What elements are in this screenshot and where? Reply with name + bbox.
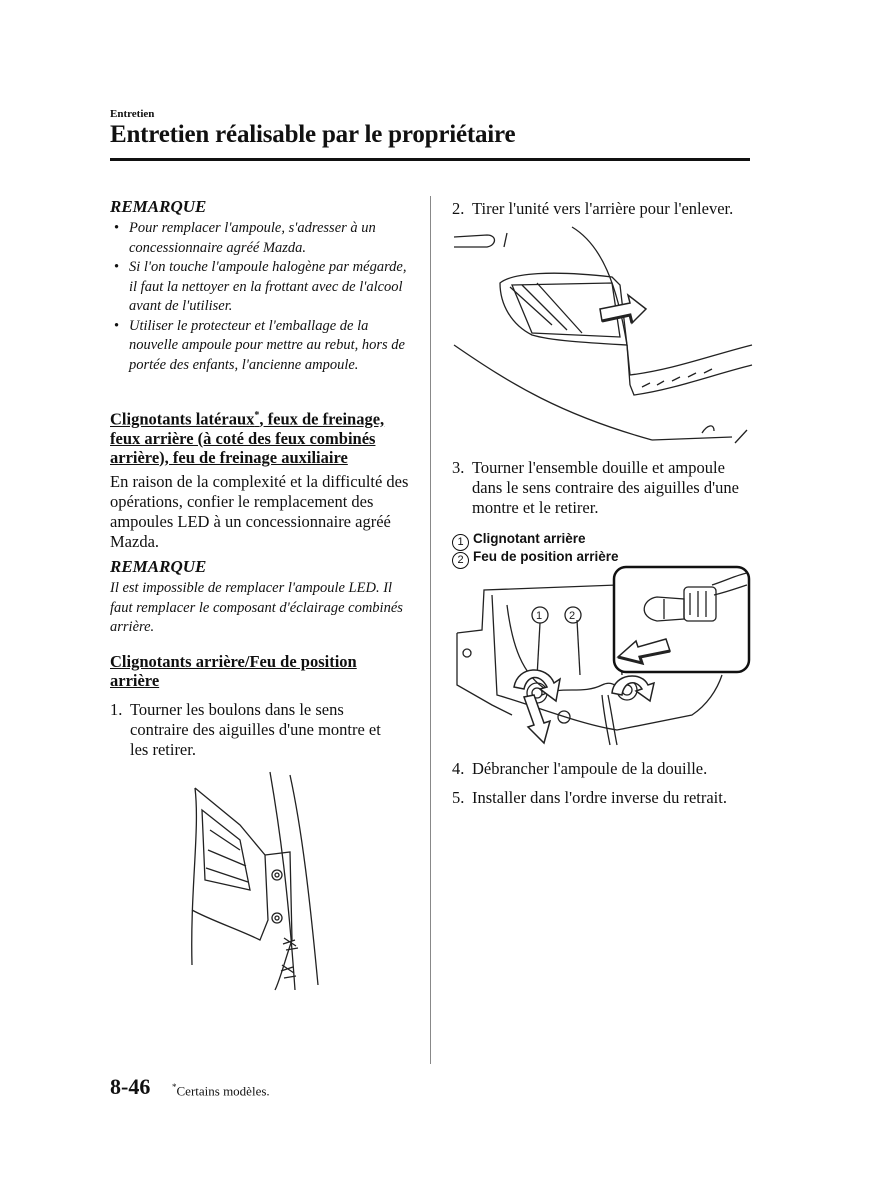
step-text: Débrancher l'ampoule de la douille.	[472, 759, 708, 778]
step-5	[452, 788, 752, 808]
step-number: 3.	[452, 458, 465, 477]
pull-out-arrow-icon	[524, 695, 550, 743]
note-item: • Utiliser le protecteur et l'emballage de la nouvelle ampoule pour mettre au rebut, hors de portée des enfants, l'ancienne ampoule.	[110, 317, 410, 376]
footnote-marker: *	[254, 410, 260, 421]
step-number: 2.	[452, 199, 465, 218]
page-number: 8-46	[110, 1074, 151, 1099]
note-item: • Si l'on touche l'ampoule halogène par mégarde, il faut la nettoyer en la frottant avec de l'alcool avant de l'utiliser.	[110, 258, 410, 317]
step-text: Tourner les boulons dans le sens contraire des aiguilles d'une montre et les retirer.	[130, 700, 381, 759]
step-3	[452, 458, 752, 518]
step-1	[110, 700, 410, 760]
svg-text:1: 1	[536, 610, 543, 622]
page-title: Entretien réalisable par le propriétaire	[110, 121, 516, 148]
svg-text:2: 2	[569, 610, 576, 622]
section-heading	[110, 406, 415, 467]
note-title: REMARQUE	[110, 197, 207, 216]
footnote-text: Certains modèles.	[176, 1083, 270, 1099]
section-label: Entretien	[110, 108, 155, 120]
callout-number: 1	[452, 534, 469, 551]
unit-removal-illustration	[452, 225, 752, 450]
column-divider	[430, 196, 431, 1064]
step-text: Installer dans l'ordre inverse du retrait.	[472, 788, 727, 807]
heading-text: , feux de freinage, feux arrière (à coté des feux combinés arrière), feu de freinage auxiliaire	[110, 409, 385, 467]
step-number: 4.	[452, 759, 465, 778]
step-text: Tirer l'unité vers l'arrière pour l'enlever.	[472, 199, 734, 218]
section-heading: Clignotants arrière/Feu de position arrière	[110, 652, 357, 690]
note-text: Il est impossible de remplacer l'ampoule LED. Il faut remplacer le composant d'éclairage combinés arrière.	[110, 580, 403, 635]
step-4	[452, 759, 752, 779]
note-title: REMARQUE	[110, 557, 207, 576]
step-number: 5.	[452, 788, 465, 807]
step-number: 1.	[110, 700, 123, 719]
socket-bulb-illustration	[452, 565, 752, 750]
title-rule	[110, 158, 750, 161]
note-item: • Pour remplacer l'ampoule, s'adresser à un concessionnaire agréé Mazda.	[110, 219, 410, 258]
callout-number: 2	[452, 552, 469, 569]
rotate-arrow-icon	[514, 670, 560, 701]
callout-label: Clignotant arrière	[473, 531, 586, 546]
callout-label: Feu de position arrière	[473, 549, 619, 564]
footnote	[172, 1082, 270, 1099]
step-2	[452, 199, 752, 219]
heading-text: Clignotants latéraux	[110, 409, 255, 429]
body-paragraph: En raison de la complexité et la difficulté des opérations, confier le remplacement des ampoules LED à un concessionnaire agréé Mazda.	[110, 472, 409, 551]
bolt-removal-illustration	[180, 770, 330, 995]
step-text: Tourner l'ensemble douille et ampoule dans le sens contraire des aiguilles d'une montre et le retirer.	[472, 458, 739, 517]
footnote-marker: *	[172, 1082, 177, 1092]
note-list	[110, 219, 410, 375]
